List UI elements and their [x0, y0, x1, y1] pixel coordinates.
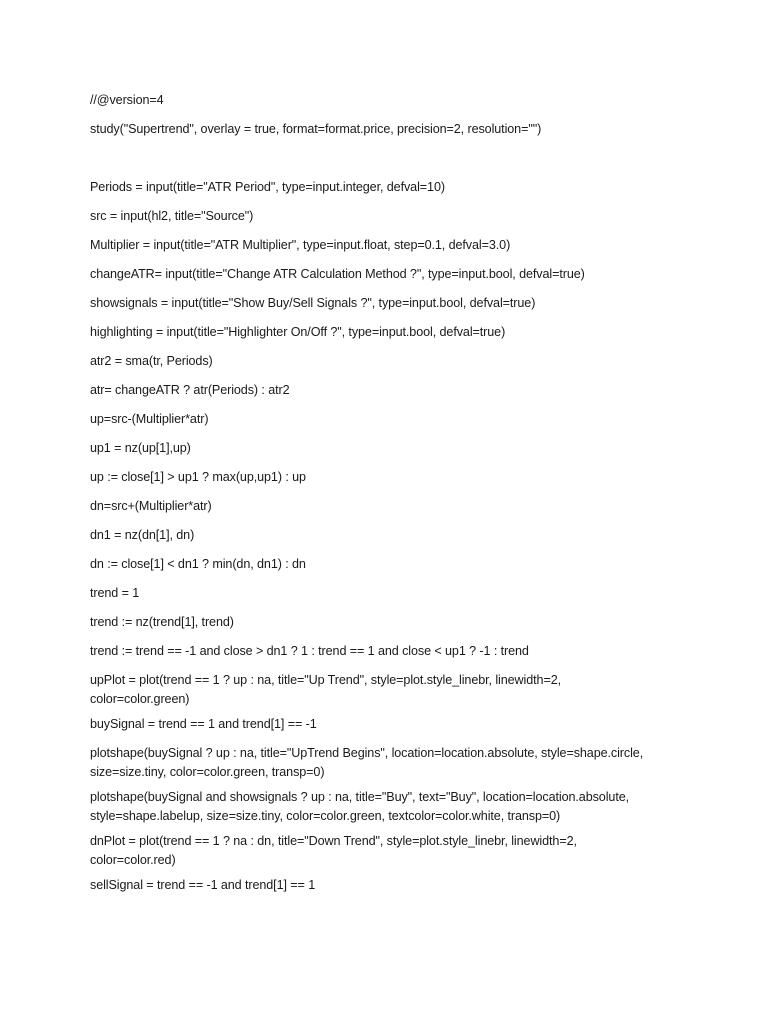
code-line: dn1 = nz(dn[1], dn): [90, 528, 195, 542]
code-line: src = input(hl2, title="Source"): [90, 209, 254, 223]
code-line: trend = 1: [90, 586, 140, 600]
code-line: buySignal = trend == 1 and trend[1] == -1: [90, 717, 317, 731]
code-line: plotshape(buySignal and showsignals ? up : na, title="Buy", text="Buy", location=location.absolute, style=shape.labelup, size=size.tiny, color=color.green, textcolor=color.white, transp=0): [90, 790, 630, 823]
code-line: trend := nz(trend[1], trend): [90, 615, 234, 629]
code-line: dnPlot = plot(trend == 1 ? na : dn, title="Down Trend", style=plot.style_linebr, linewidth=2, color=color.red): [90, 834, 577, 867]
code-line: //@version=4: [90, 93, 164, 107]
code-line: Multiplier = input(title="ATR Multiplier", type=input.float, step=0.1, defval=3.0): [90, 238, 511, 252]
code-line: sellSignal = trend == -1 and trend[1] == 1: [90, 878, 316, 892]
code-line: trend := trend == -1 and close > dn1 ? 1 : trend == 1 and close < up1 ? -1 : trend: [90, 644, 529, 658]
code-line: atr= changeATR ? atr(Periods) : atr2: [90, 383, 290, 397]
code-line: highlighting = input(title="Highlighter On/Off ?", type=input.bool, defval=true): [90, 325, 506, 339]
code-line: dn := close[1] < dn1 ? min(dn, dn1) : dn: [90, 557, 306, 571]
code-line: up := close[1] > up1 ? max(up,up1) : up: [90, 470, 306, 484]
code-line: plotshape(buySignal ? up : na, title="UpTrend Begins", location=location.absolute, style=shape.circle, size=size.tiny, color=color.green, transp=0): [90, 746, 644, 779]
code-line: upPlot = plot(trend == 1 ? up : na, title="Up Trend", style=plot.style_linebr, linewidth=2, color=color.green): [90, 673, 561, 706]
code-block: [90, 91, 690, 905]
code-line: up=src-(Multiplier*atr): [90, 412, 209, 426]
code-line: Periods = input(title="ATR Period", type=input.integer, defval=10): [90, 180, 445, 194]
code-line: showsignals = input(title="Show Buy/Sell Signals ?", type=input.bool, defval=true): [90, 296, 536, 310]
code-line: dn=src+(Multiplier*atr): [90, 499, 212, 513]
code-line: changeATR= input(title="Change ATR Calculation Method ?", type=input.bool, defval=true): [90, 267, 585, 281]
code-line: study("Supertrend", overlay = true, format=format.price, precision=2, resolution=""): [90, 122, 542, 136]
code-line: atr2 = sma(tr, Periods): [90, 354, 213, 368]
code-line: up1 = nz(up[1],up): [90, 441, 191, 455]
